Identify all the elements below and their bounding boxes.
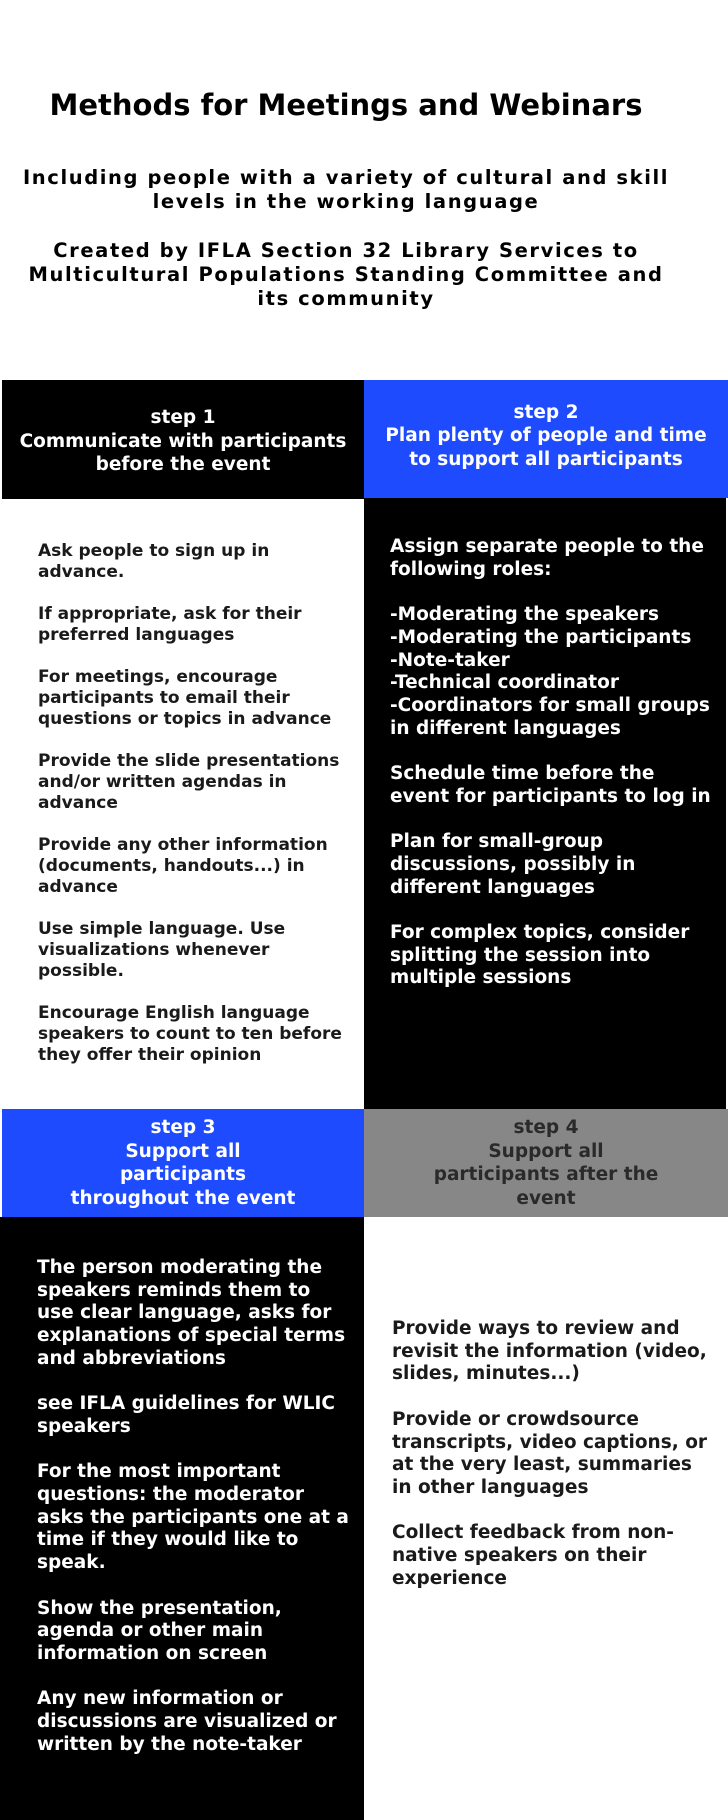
step-2-item: Plan for small-group discussions, possibly in different languages — [390, 831, 636, 898]
step-3-panel — [0, 1217, 364, 1820]
step-1-header — [2, 380, 364, 499]
step-3-label: step 3 — [150, 1117, 216, 1138]
step-3-item: see IFLA guidelines for WLIC speakers — [37, 1393, 335, 1437]
step-1-item: If appropriate, ask for their preferred languages — [38, 604, 302, 645]
step-4-panel — [364, 1217, 728, 1820]
step-4-heading: Support all participants after the event — [433, 1140, 659, 1209]
step-4-header — [364, 1109, 728, 1217]
page-subtitle: Including people with a variety of cultural and skill levels in the working language — [22, 166, 670, 213]
step-3-heading: Support all participants throughout the event — [70, 1140, 296, 1209]
step-4-item: Collect feedback from non-native speakers on their experience — [392, 1522, 674, 1589]
step-1-item: For meetings, encourage participants to email their questions or topics in advance — [38, 667, 332, 729]
step-1-item: Use simple language. Use visualizations whenever possible. — [38, 919, 286, 981]
page-credits: Created by IFLA Section 32 Library Services to Multicultural Populations Standing Committee and its community — [28, 239, 664, 310]
step-2-heading: Plan plenty of people and time to support all participants — [385, 425, 707, 470]
page-title: Methods for Meetings and Webinars — [49, 88, 643, 122]
step-3-header — [2, 1109, 364, 1217]
step-2-header — [364, 380, 728, 498]
step-4-item: Provide or crowdsource transcripts, video captions, or at the very least, summaries in other languages — [392, 1408, 708, 1498]
step-2-item: For complex topics, consider splitting the session into multiple sessions — [390, 921, 690, 989]
step-2-item: Assign separate people to the following roles: — [390, 536, 704, 580]
step-2-panel — [364, 498, 726, 1109]
step-1-item: Provide any other information (documents, handouts...) in advance — [38, 835, 328, 897]
step-2-item: -Moderating the speakers -Moderating the participants -Note-taker -Technical coordinator -Coordinators for small groups in different languages — [390, 604, 710, 739]
step-3-item: For the most important questions: the moderator asks the participants one at a time if they would like to speak. — [37, 1461, 349, 1574]
step-1-panel — [2, 499, 364, 1109]
step-1-item: Encourage English language speakers to count to ten before they offer their opinion — [38, 1003, 342, 1065]
step-1-heading: Communicate with participants before the event — [19, 430, 347, 476]
step-2-item: Schedule time before the event for participants to log in — [390, 763, 711, 807]
step-1-item: Ask people to sign up in advance. — [38, 541, 270, 582]
step-1-item: Provide the slide presentations and/or written agendas in advance — [38, 751, 340, 813]
step-4-item: Provide ways to review and revisit the information (video, slides, minutes...) — [392, 1318, 707, 1385]
step-2-label: step 2 — [513, 401, 579, 423]
step-3-item: Any new information or discussions are visualized or written by the note-taker — [37, 1688, 337, 1755]
step-3-item: The person moderating the speakers reminds them to use clear language, asks for explanations of special terms and abbreviations — [37, 1257, 346, 1369]
step-1-label: step 1 — [150, 407, 216, 429]
step-4-label: step 4 — [513, 1117, 579, 1138]
step-3-item: Show the presentation, agenda or other main information on screen — [37, 1597, 282, 1664]
